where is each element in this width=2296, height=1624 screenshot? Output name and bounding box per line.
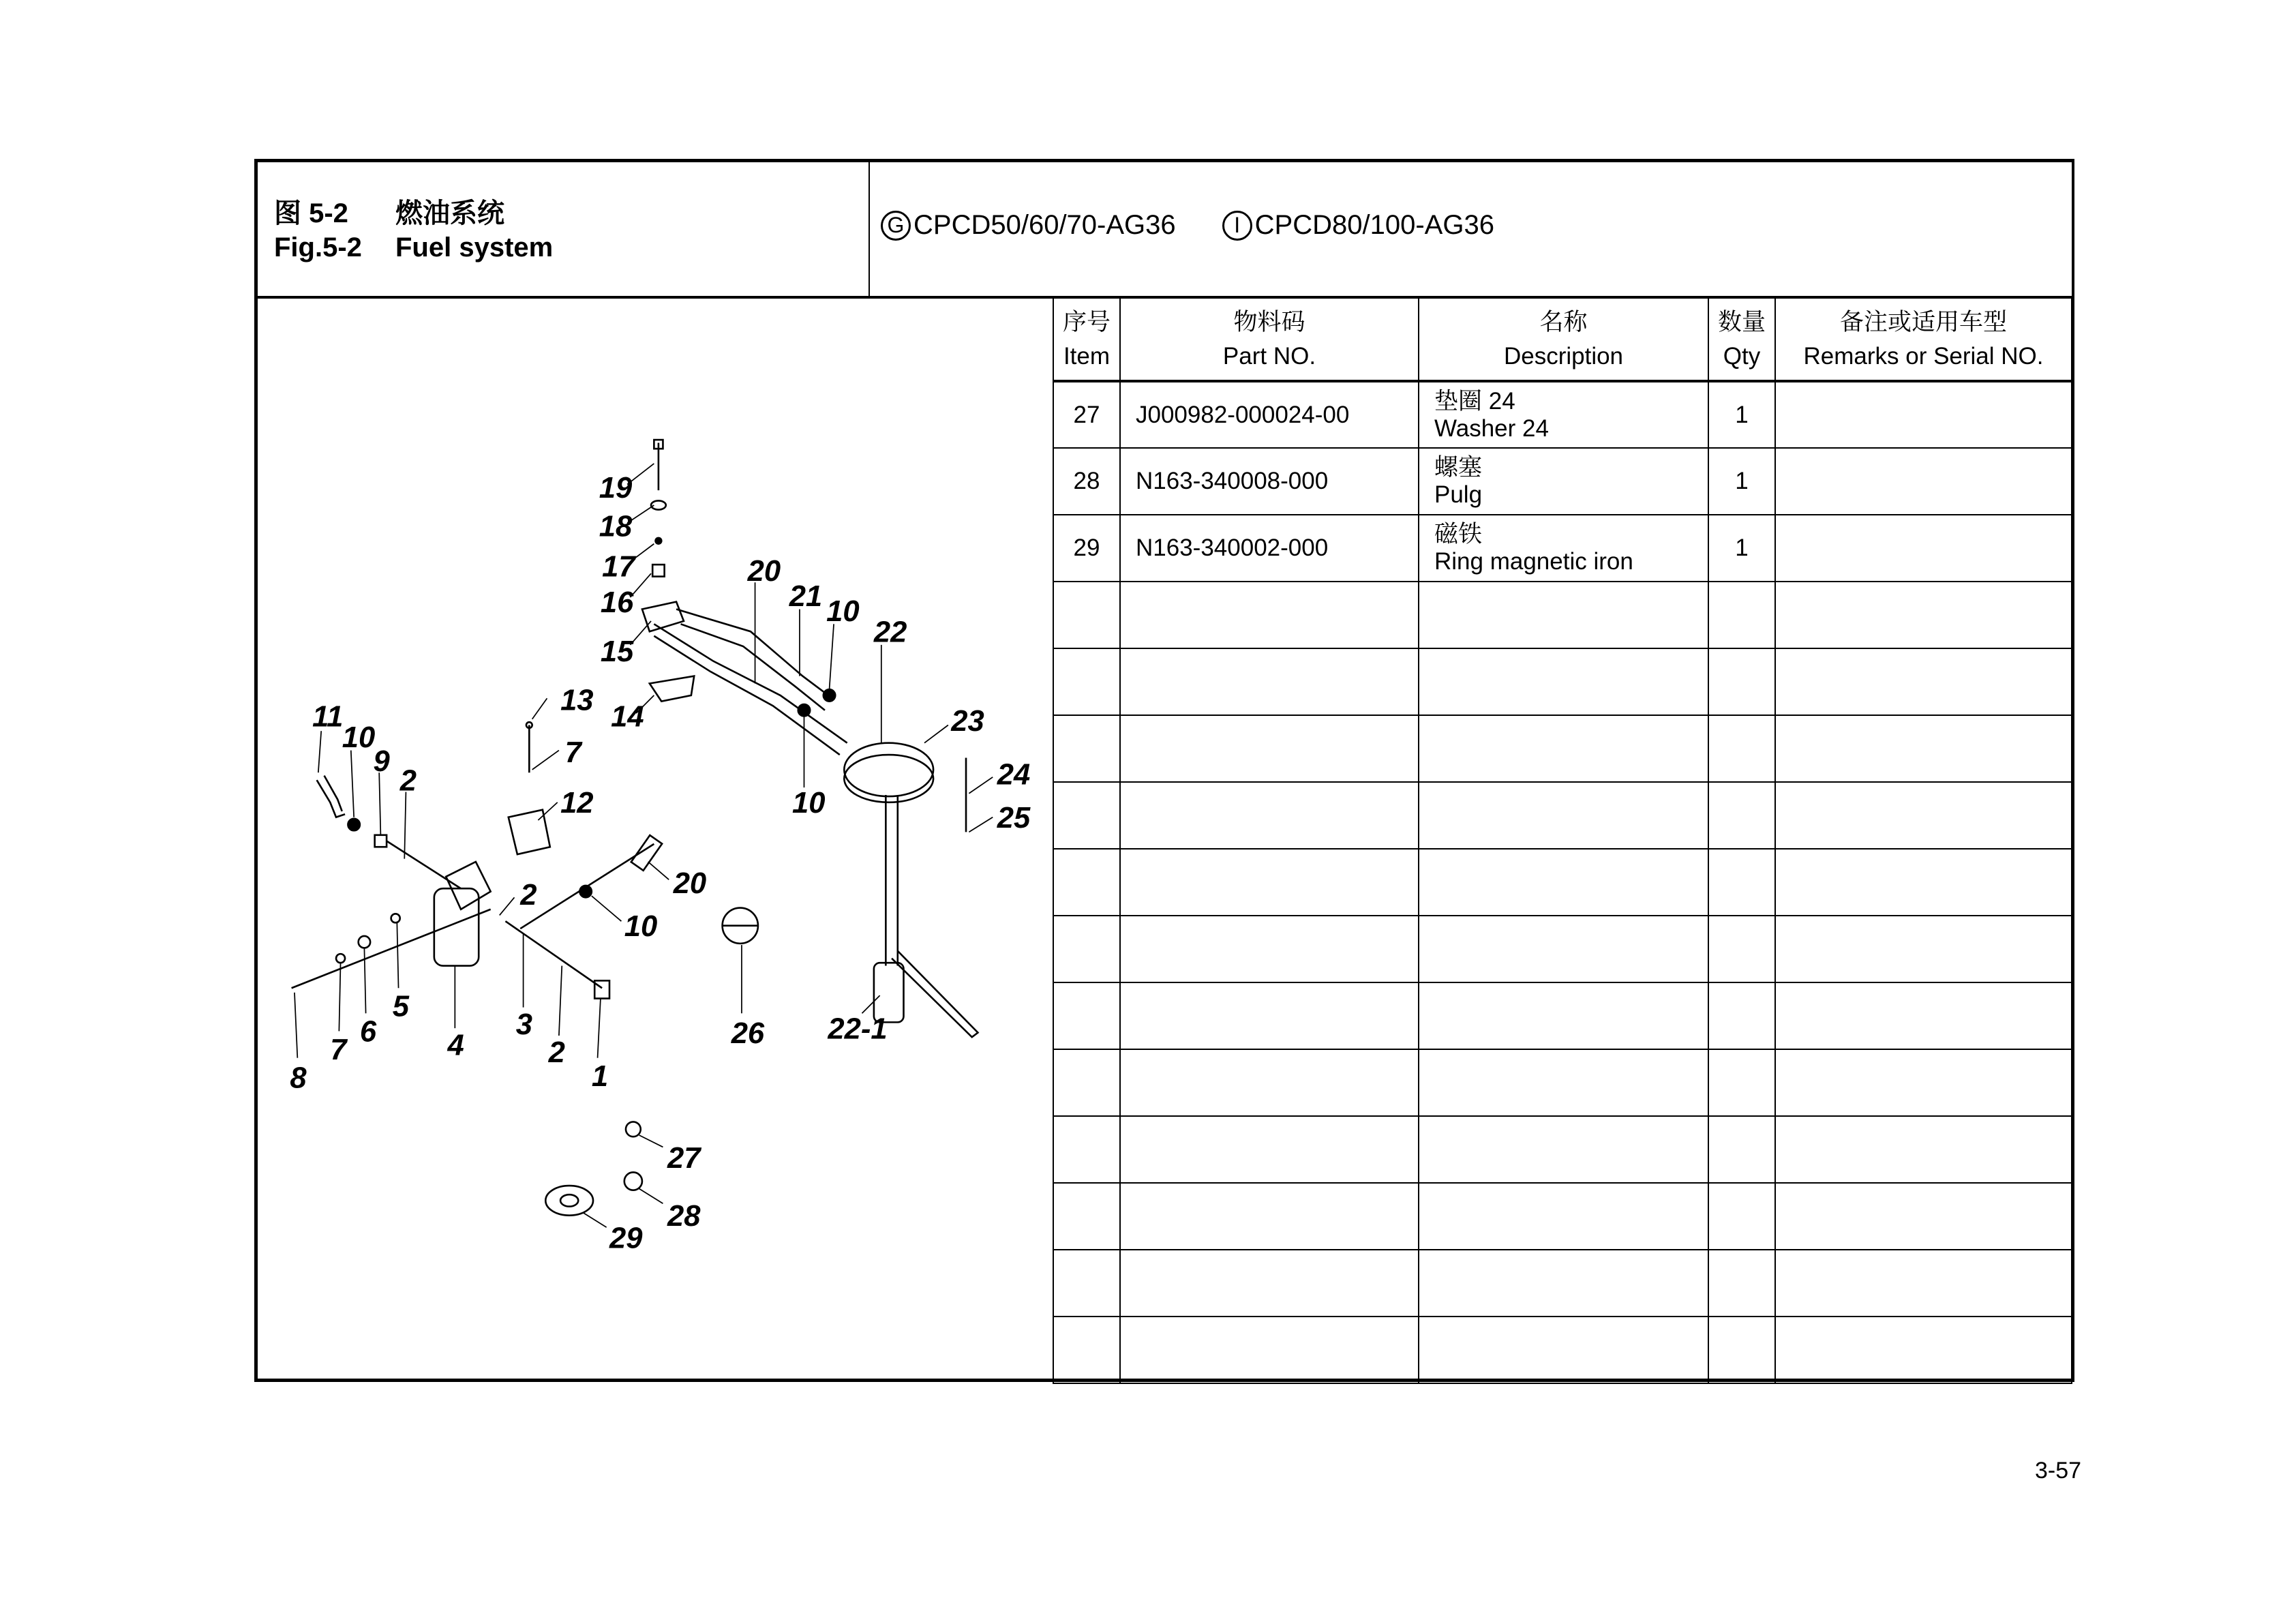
callout: 28 [667,1199,701,1233]
cell-description: 螺塞 Pulg [1419,448,1708,515]
figure-title-en: Fuel system [395,232,554,262]
model-name: CPCD50/60/70-AG36 [913,210,1176,240]
page-number: 3-57 [2035,1458,2082,1484]
col-item: 序号 Item [1053,298,1120,381]
callout: 16 [600,586,634,619]
callout: 10 [342,721,376,755]
callout: 20 [673,867,707,900]
figure-number-en: Fig.5-2 [274,232,362,262]
callout: 17 [602,550,635,584]
cell-item: 27 [1053,381,1120,448]
callout: 9 [373,745,390,779]
callout: 27 [667,1141,701,1175]
col-qty: 数量 Qty [1708,298,1775,381]
callout: 7 [330,1033,347,1066]
callout: 22-1 [828,1012,888,1046]
callout: 11 [312,700,344,734]
figure-number-cn: 图 5-2 [274,198,348,228]
callout: 18 [599,510,633,543]
cell-part-no: J000982-000024-00 [1120,381,1419,448]
callout: 2 [520,879,537,912]
callout: 14 [611,700,644,734]
callout: 25 [997,801,1031,834]
callout: 12 [560,787,594,820]
cell-qty: 1 [1708,381,1775,448]
cell-part-no: N163-340002-000 [1120,515,1419,582]
col-part-no: 物料码 Part NO. [1120,298,1419,381]
cell-qty: 1 [1708,515,1775,582]
cell-description: 磁铁 Ring magnetic iron [1419,515,1708,582]
callout: 24 [997,758,1031,792]
callout: 4 [447,1029,464,1062]
callout: 10 [624,909,658,943]
callout: 3 [515,1008,532,1041]
col-remarks: 备注或适用车型 Remarks or Serial NO. [1775,298,2072,381]
callout: 15 [600,635,634,668]
circled-g-icon: G [881,211,911,241]
circled-i-icon: I [1222,211,1252,241]
callout: 8 [290,1062,307,1095]
col-description: 名称 Description [1419,298,1708,381]
cell-description: 垫圈 24 Washer 24 [1419,381,1708,448]
callout: 10 [792,787,826,820]
callout: 23 [951,705,984,738]
callout: 10 [826,595,860,628]
callout: 26 [731,1017,765,1050]
callout: 1 [591,1060,609,1094]
callout: 2 [548,1036,565,1070]
callout: 6 [359,1015,377,1049]
callout: 29 [609,1222,643,1255]
callout: 22 [873,616,907,649]
callout: 7 [564,736,581,769]
callout: 21 [789,580,823,614]
callout: 20 [747,555,781,588]
callout: 13 [560,684,594,717]
cell-item: 28 [1053,448,1120,515]
cell-qty: 1 [1708,448,1775,515]
callout: 5 [392,990,410,1023]
callout: 19 [599,472,633,505]
model-name: CPCD80/100-AG36 [1254,210,1494,240]
cell-part-no: N163-340008-000 [1120,448,1419,515]
cell-item: 29 [1053,515,1120,582]
callout: 2 [399,764,417,798]
figure-title-cn: 燃油系统 [395,198,504,228]
callout-labels [290,472,1031,1255]
